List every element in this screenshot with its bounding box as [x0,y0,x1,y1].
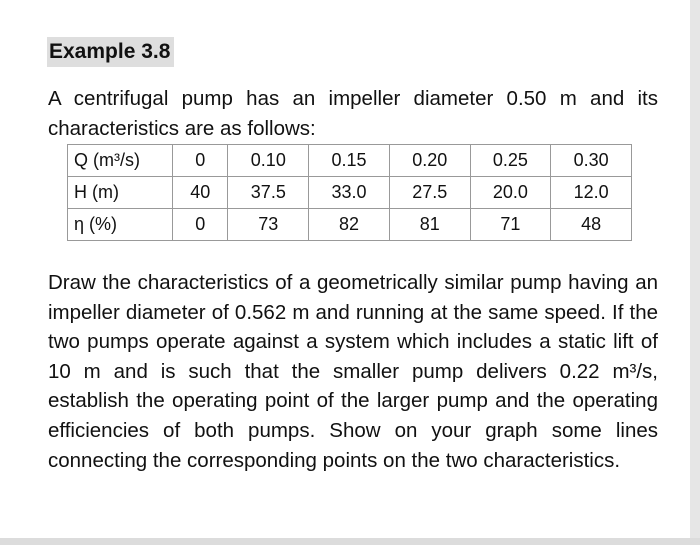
table-cell: 73 [228,209,309,241]
table-cell: 0 [173,209,228,241]
table-row-flow [68,145,632,177]
table-cell: 0.25 [470,145,551,177]
table-cell: 27.5 [389,177,470,209]
table-cell: 20.0 [470,177,551,209]
page-bottom-border [0,538,700,545]
table-row-head [68,177,632,209]
table-cell: 40 [173,177,228,209]
row-label-efficiency: η (%) [68,209,173,241]
table-row-efficiency [68,209,632,241]
row-label-head: H (m) [68,177,173,209]
table-cell: 0.30 [551,145,632,177]
table-cell: 0.20 [389,145,470,177]
row-label-flow: Q (m³/s) [68,145,173,177]
example-title: Example 3.8 [47,37,174,67]
page-edge-shadow [690,0,700,545]
table-cell: 82 [309,209,390,241]
pump-characteristics-table [67,144,632,241]
table-cell: 48 [551,209,632,241]
table-cell: 0.15 [309,145,390,177]
table-cell: 12.0 [551,177,632,209]
intro-paragraph: A centrifugal pump has an impeller diameter 0.50 m and its characteristics are as follows: [48,87,658,140]
table-cell: 0 [173,145,228,177]
table-cell: 81 [389,209,470,241]
problem-statement: Draw the characteristics of a geometrically similar pump having an impeller diameter of 0.562 m and running at the same speed. If the two pumps operate against a system which includes a static lift of 10 m and is such that the smaller pump delivers 0.22 m³/s, establish the operating point of the larger pump and the operating efficiencies of both pumps. Show on your graph some lines connecting the corresponding points on the two characteristics. [48,271,658,472]
table-cell: 33.0 [309,177,390,209]
table-cell: 0.10 [228,145,309,177]
table-cell: 37.5 [228,177,309,209]
table-cell: 71 [470,209,551,241]
